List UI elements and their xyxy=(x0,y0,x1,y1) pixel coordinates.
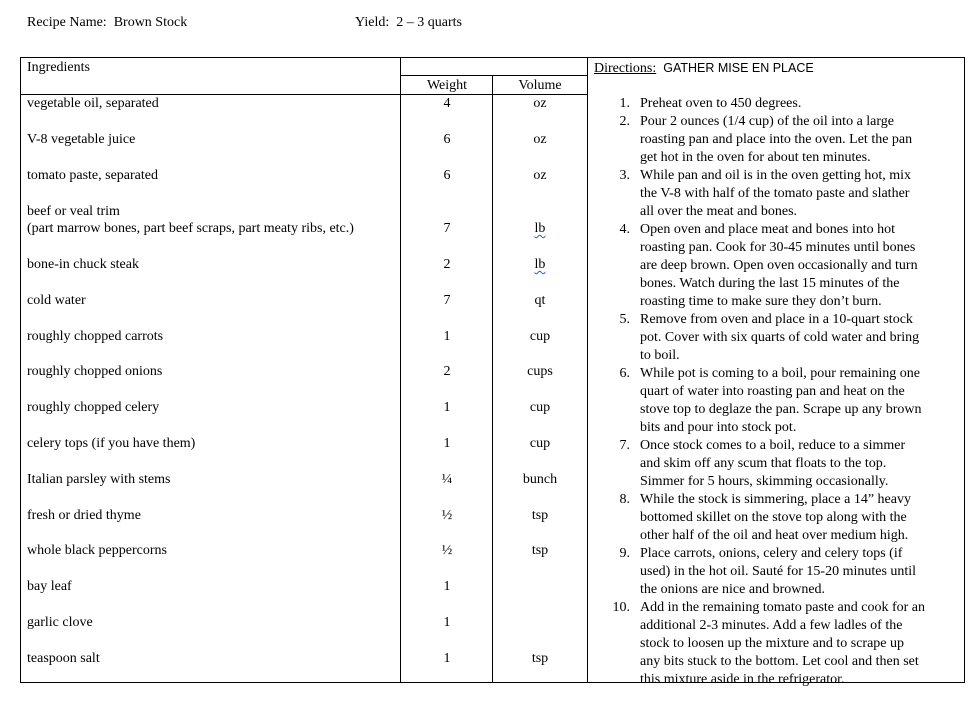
ingredient-name: Italian parsley with stems xyxy=(27,472,171,487)
step-text xyxy=(640,95,962,113)
yield-line xyxy=(355,15,462,31)
step-text xyxy=(640,545,962,599)
step-number: 5. xyxy=(619,312,630,327)
ingredient-name: celery tops (if you have them) xyxy=(27,436,196,451)
step-line: Place carrots, onions, celery and celery tops (if xyxy=(640,546,903,561)
ingredient-name: roughly chopped celery xyxy=(27,400,160,415)
ingredient-volume: lb xyxy=(534,257,546,272)
step-number: 4. xyxy=(619,222,630,237)
step-line: While pot is coming to a boil, pour remaining one xyxy=(640,366,920,381)
step-line: other half of the oil and heat over medium high. xyxy=(640,528,909,543)
step-line: Simmer for 5 hours, skimming occasionally. xyxy=(640,474,889,489)
ingredient-name: vegetable oil, separated xyxy=(27,96,159,111)
step-line: any bits stuck to the bottom. Let cool and then set xyxy=(640,654,919,669)
step-line: While pan and oil is in the oven getting hot, mix xyxy=(640,168,912,183)
ingredient-weight: 7 xyxy=(443,221,451,236)
ingredient-volume: cup xyxy=(529,329,551,344)
ingredient-volume: tsp xyxy=(531,508,549,523)
ingredient-weight: 7 xyxy=(443,293,451,308)
ingredient-name: cold water xyxy=(27,293,86,308)
step-line: Add in the remaining tomato paste and cook for an xyxy=(640,600,925,615)
ingredient-weight: 2 xyxy=(443,257,451,272)
ingredient-weight: ½ xyxy=(441,508,453,523)
step-text xyxy=(640,113,962,167)
ingredient-name: whole black peppercorns xyxy=(27,543,167,558)
ingredient-name-detail: (part marrow bones, part beef scraps, part meaty ribs, etc.) xyxy=(27,221,354,236)
ingredient-volume: tsp xyxy=(531,651,549,666)
step-line: are deep brown. Open oven occasionally and turn xyxy=(640,258,918,273)
ingredient-name: fresh or dried thyme xyxy=(27,508,141,523)
ingredient-weight: 6 xyxy=(443,168,451,183)
ingredient-volume: cup xyxy=(529,436,551,451)
ingredient-name: beef or veal trim xyxy=(27,204,120,219)
ingredient-volume: bunch xyxy=(522,472,558,487)
ingredient-volume: oz xyxy=(533,168,547,183)
ingredient-name: tomato paste, separated xyxy=(27,168,159,183)
step-line: to boil. xyxy=(640,348,680,363)
step-line: roasting pan. Cook for 30-45 minutes until bones xyxy=(640,240,916,255)
recipe-name-line xyxy=(27,15,187,31)
ingredient-name: roughly chopped onions xyxy=(27,364,163,379)
ingredient-volume: cups xyxy=(527,364,553,379)
yield-value: 2 – 3 quarts xyxy=(396,15,462,30)
step-line: bits and pour into stock pot. xyxy=(640,420,797,435)
step-line: stock to loosen up the mixture and to scrape up xyxy=(640,636,904,651)
step-line: and skim off any scum that floats to the top. xyxy=(640,456,887,471)
ingredient-weight: 2 xyxy=(443,364,451,379)
step-text xyxy=(640,221,962,311)
step-line: Remove from oven and place in a 10-quart stock xyxy=(640,312,913,327)
step-line: roasting pan and place into the oven. Let the pan xyxy=(640,132,913,147)
step-line: the onions are nice and browned. xyxy=(640,582,826,597)
col-divider-directions xyxy=(587,57,588,683)
weight-header: Weight xyxy=(426,78,468,93)
ingredient-name: garlic clove xyxy=(27,615,93,630)
step-number: 6. xyxy=(619,366,630,381)
step-line: While the stock is simmering, place a 14” heavy xyxy=(640,492,911,507)
step-text xyxy=(640,167,962,221)
step-number: 1. xyxy=(619,96,630,111)
step-line: additional 2-3 minutes. Add a few ladles of the xyxy=(640,618,903,633)
ingredient-weight: 1 xyxy=(443,329,451,344)
volume-header: Volume xyxy=(518,78,562,93)
ingredient-volume: tsp xyxy=(531,543,549,558)
step-line: Pour 2 ounces (1/4 cup) of the oil into a large xyxy=(640,114,895,129)
header-divider-upper xyxy=(400,75,588,76)
step-text xyxy=(640,311,962,365)
ingredient-volume: cup xyxy=(529,400,551,415)
step-text xyxy=(640,599,962,689)
step-text xyxy=(640,491,962,545)
yield-label: Yield: xyxy=(355,15,390,30)
ingredient-weight: 1 xyxy=(443,579,451,594)
ingredient-weight: ¼ xyxy=(441,472,453,487)
step-text xyxy=(640,365,962,437)
step-line: stove top to deglaze the pan. Scrape up any brown xyxy=(640,402,922,417)
step-number: 7. xyxy=(619,438,630,453)
step-line: Open oven and place meat and bones into hot xyxy=(640,222,896,237)
recipe-name-label: Recipe Name: xyxy=(27,15,107,30)
step-line: all over the meat and bones. xyxy=(640,204,798,219)
step-line: get hot in the oven for about ten minutes. xyxy=(640,150,871,165)
ingredient-name: bone-in chuck steak xyxy=(27,257,139,272)
ingredient-volume: oz xyxy=(533,132,547,147)
recipe-name-value: Brown Stock xyxy=(113,15,188,30)
step-line: Preheat oven to 450 degrees. xyxy=(640,96,802,111)
step-line: used) in the hot oil. Sauté for 15-20 minutes until xyxy=(640,564,917,579)
step-line: bottomed skillet on the stove top along with the xyxy=(640,510,907,525)
ingredients-header: Ingredients xyxy=(27,60,90,75)
step-number: 3. xyxy=(619,168,630,183)
step-line: this mixture aside in the refrigerator. xyxy=(640,672,845,687)
ingredient-name: V-8 vegetable juice xyxy=(27,132,136,147)
step-number: 2. xyxy=(619,114,630,129)
ingredient-weight: ½ xyxy=(441,543,453,558)
step-text xyxy=(640,437,962,491)
ingredient-weight: 1 xyxy=(443,615,451,630)
ingredient-weight: 6 xyxy=(443,132,451,147)
step-line: Once stock comes to a boil, reduce to a simmer xyxy=(640,438,906,453)
step-line: quart of water into roasting pan and heat on the xyxy=(640,384,905,399)
directions-header xyxy=(594,59,814,78)
ingredient-name: roughly chopped carrots xyxy=(27,329,164,344)
ingredient-volume: oz xyxy=(533,96,547,111)
step-line: the V-8 with half of the tomato paste and slather xyxy=(640,186,910,201)
step-number: 10. xyxy=(612,600,630,615)
ingredient-weight: 4 xyxy=(443,96,451,111)
step-line: pot. Cover with six quarts of cold water and bring xyxy=(640,330,920,345)
ingredient-weight: 1 xyxy=(443,651,451,666)
step-line: bones. Watch during the last 15 minutes of the xyxy=(640,276,900,291)
directions-note: GATHER MISE EN PLACE xyxy=(663,61,814,75)
ingredient-name: teaspoon salt xyxy=(27,651,100,666)
ingredient-volume: lb xyxy=(534,221,546,236)
ingredient-weight: 1 xyxy=(443,436,451,451)
ingredient-weight: 1 xyxy=(443,400,451,415)
ingredient-volume: qt xyxy=(534,293,546,308)
step-number: 9. xyxy=(619,546,630,561)
step-number: 8. xyxy=(619,492,630,507)
step-line: roasting time to make sure they don’t burn. xyxy=(640,294,882,309)
directions-label: Directions: xyxy=(594,61,657,76)
ingredient-name: bay leaf xyxy=(27,579,72,594)
